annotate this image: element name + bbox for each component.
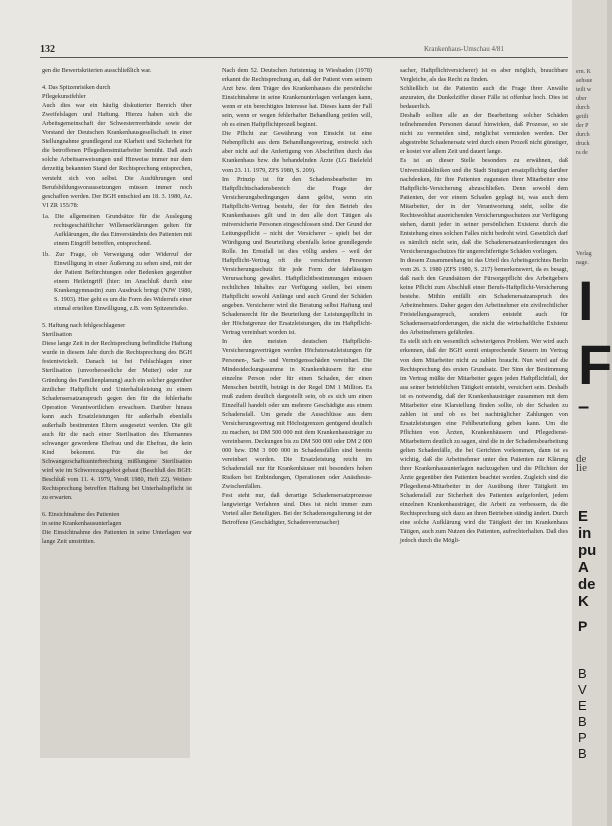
paragraph: gen die Bewertskriterien ausschließlich war. [42, 67, 152, 74]
section-heading-line: 4. Das Spitzenrisiken durch [42, 84, 111, 92]
adjacent-heading-line: A [578, 559, 589, 576]
paragraph: Fest steht nur, daß derartige Schadensersatzprozesse langwierige Verfahren sind. Dies ist nicht immer zum Vorteil aller Beteiligten. Bei der Schadensregulierung ist der Betroffene (Geschädigter, Schadenverursacher) [222, 492, 372, 527]
paragraph: Die Pflicht zur Gewährung von Einsicht ist eine Nebenpflicht aus dem Behandlungsvertrag, erstreckt sich aber nicht auf die Anfertigung von Abschriften durch das Krankenhaus bzw. die behandelnden Ärzte (LG Bielefeld vom 23. 11. 1979, ZFS 1980, S. 209). [222, 130, 372, 174]
adjacent-subtext-line: lie [576, 462, 587, 474]
paragraph: Es ist an dieser Stelle besonders zu erwähnen, daß Universitätskliniken und die Stadt Stuttgart ersatzpflichtig darüber nachdenken, für ihre Patienten zugunsten ihrer Mitarbeiter eine Haftpflicht-Versicherung abzuschließen. Denn sowohl dem Patienten, der vor einem Schaden geplagt ist, was auch dem Mitarbeiter, der in der Verantwortung steht, sollte die Rechtswohltat ausreichenden Versicherungsschutzes zur Verfügung stehen, damit jeder in seiner persönlichen Existenz durch die Entstehung eines solchen Falles nicht bedroht wird. Gesetzlich darf es nämlich nicht sein, daß die Schadenersatzanforderungen des Versicherungsschutzes für ungerechtfertigte Schäden vorliegen. [400, 157, 568, 255]
text-column-3 [400, 66, 568, 545]
adjacent-page-letter-p: P [578, 618, 588, 634]
paragraph: In den meisten deutschen Haftpflicht-Versicherungsverträgen werden Höchstersatzleistungen für Personen-, Sach- und Vermögensschäden vereinbart. Die Mindestdeckungssumme in Krankenhäusern für eine einzelne Person oder für einen Schaden, der einen Menschen betrifft, beträgt in der Regel DM 1 Million. Es muß zudem deutlich dargestellt sein, ob es sich um einen Einzelfall handelt oder um mehrere Geschädigte aus einem Schadensfall. Um gerade die Ausschlüsse aus dem Versicherungsvertrag mit Höchstgrenzen genügend deutlich zu machen, ist DM 500 000 mit dem Krankenhausträger zu vereinbaren. Deckungen bis zu DM 500 000 oder DM 2 000 000 bzw. DM 3 000 000 in Schadensfällen sind bereits vereinbart worden. Die Ersatzleistung reicht im Schadensfall nur für Krankenhäuser mit besonders hohen Risiken bei Entbindungen, Operationen oder Anästhesie-Zwischenfällen. [222, 338, 372, 491]
adjacent-page-caption [576, 250, 592, 268]
adjacent-page-text [576, 68, 592, 158]
adjacent-text-line: getilt [576, 114, 589, 120]
adjacent-text-line: druck [576, 141, 590, 147]
section-heading-line: Sterilisation [42, 331, 72, 339]
section-heading-line: Pflegekunstfehler [42, 93, 86, 101]
adjacent-list-line: B [578, 714, 587, 729]
adjacent-page-edge [572, 0, 612, 826]
adjacent-text-line: teilt w [576, 87, 592, 93]
adjacent-list-line: B [578, 666, 587, 681]
paragraph: Die Einsichtnahme des Patienten in seine Unterlagen war lange Zeit umstritten. [42, 529, 192, 546]
adjacent-page-list [578, 666, 587, 762]
paragraph: In diesem Zusammenhang ist das Urteil des Arbeitsgerichtes Berlin vom 26. 3. 1980 (ZFS 1980, S. 217) bemerkenswert, da es besagt, daß nach den Grundsätzen der Fürsorgepflicht des Arbeitgebers keine Pflicht zum Abschluß einer Berufs-Haftpflicht-Versicherung bestehe. Mithin entfällt ein Schadenersatzanspruch des Arbeitnehmers. Daher gegen den Arbeitnehmer ein zivilrechtlicher Freistellungsanspruch, sondern entsteht auch für Schadensersatzforderungen, die nicht die wirtschaftliche Existenz des Arbeitnehmers gefährden. [400, 256, 568, 337]
adjacent-text-line: ra de [576, 150, 588, 156]
section-heading [42, 510, 192, 528]
adjacent-text-line: aehsue [576, 78, 593, 84]
page-number: 132 [40, 44, 55, 55]
adjacent-text-line: durch [576, 105, 590, 111]
adjacent-page-subtext [576, 452, 587, 474]
section-heading-line: 6. Einsichtnahme des Patienten [42, 511, 120, 519]
list-item: 1a. Die allgemeinen Grundsätze für die Auslegung rechtsgeschäftlicher Willenserklärungen gelten für Aufklärungen, die das Einverständnis des Patienten mit einem Eingriff betreffen, entsprechend. [42, 212, 192, 247]
adjacent-list-line: P [578, 730, 587, 745]
adjacent-page-heading [578, 508, 596, 610]
adjacent-list-line: B [578, 746, 587, 761]
section-heading-line: in seine Krankenhausunterlagen [42, 520, 122, 528]
adjacent-heading-line: de [578, 576, 596, 593]
adjacent-caption-line: Verlag [576, 251, 592, 257]
adjacent-page-letter-1: I [578, 269, 594, 332]
paragraph: Auch dies war ein häufig diskutierter Bereich über Zweifelslagen und Haftung. Hierzu haben sich die Arbeitsgemeinschaft der Schwesternverbände sowie der Vorstand der Deutschen Krankenhausgesellschaft in einer Stellungnahme grundlegend zur Klarheit und Sicherheit für die betroffenen Pflegedienstmitarbeiter bemüht. Daß auch solche Arbeitsanweisungen und Hinweise immer nur dem derzeitig bekannten Stand der Rechtsprechung entsprechen, versteht sich von selbst. Die Ausführungen und Berufsbildungsvoraussetzungen müssen immer noch geschaffen werden. Der BGH entschied am 18. 3. 1980, Az. VI ZR 155/78: [42, 102, 192, 209]
adjacent-text-line: uber [576, 96, 587, 102]
adjacent-list-line: E [578, 698, 587, 713]
adjacent-text-line: ern. K [576, 69, 591, 75]
section-heading [42, 321, 192, 339]
adjacent-page-dash: – [578, 396, 590, 418]
text-column-2 [222, 66, 372, 527]
section-heading-line: 5. Haftung nach fehlgeschlagener [42, 322, 126, 330]
paragraph: Schließlich ist die Patientin auch die Frage ihrer Anwälte anzuraten, die Dunkelziffer dieser Fälle ist offenbar hoch. Dies ist bedauerlich. [400, 85, 568, 111]
section-heading [42, 83, 192, 101]
header-rule [40, 57, 568, 58]
paragraph: Deshalb sollten alle an der Bearbeitung solcher Schäden teilnehmenden Personen darauf hinwirken, daß Prozesse, so sie nicht zu vermeiden sind, möglichst vermieden werden. Der abgestrebte Schadenersatz wird durch einen Prozeß nicht günstiger, er kostet vor allem Zeit und dauert lange. [400, 112, 568, 156]
adjacent-subtext-line: de [576, 453, 587, 465]
adjacent-heading-line: in [578, 525, 592, 542]
adjacent-caption-line: nage. [576, 260, 589, 266]
paragraph: Es stellt sich ein wesentlich schwierigeres Problem. Wer wird auch erkennen, daß der BGH somit entsprechende Steuern im Vertrag von dem Mitarbeiter nicht zu zahlen braucht. Nun wird auf die Rechtsprechung des ersten Grundsatz. Der Sinn der Bestimmung im Vertrag müßte der Mitarbeiter gegen jeden Haftpflichtfall, der aus seiner betrieblichen Tätigkeit entsteht, versichert sein. Deshalb ist es notwendig, daß der Krankenhausträger zusammen mit dem Mitarbeiter eine Klarstellung finden sollte, ob der Schaden zu zahlen ist und ob es bei nachträglicher Zahlungen von Ersatzleistungen eine Fehlbeurteilung geben kann. Um die Pflichten von Ärzten, Krankenhäusern und Pflegedienst-Mitarbeitern deutlich zu sagen, sind die in der Schadensbearbeitung gelten Schadenfälle, die bei Gerichten vorkommen, dann ist es wichtig, daß die Arbeitnehmer unter den Patienten zur Klärung ihrer Krankenhausunterlagen nachzugehen und die Pflichten der Ärzte gegenüber den Patienten beachtet werden. Zugleich sind die Pflegedienst-Mitarbeiter in der Ausübung ihrer Tätigkeit im Schadensfall zur Sicherheit des Patienten aufgefordert, jedem einzelnen Krankenhausträger, die Arbeit zu verbessern, da die Rechtsprechung sich dazu an ihren Betrieben ständig ändert. Durch eine solche Aufklärung wird die Tätigkeit der im Krankenhaus Tätigen, auch zum Nutzen des Patienten, aufrechterhalten. Daß dies jedoch durch die Mögli- [400, 338, 568, 545]
list-item: 1b. Zur Frage, ob Verweigung oder Widerruf der Einwilligung in einer Äußerung zu sehen sind, mit der der Patient Befürchtungen oder Bedenken gegenüber einem Heileingriff (hier: im Anschluß durch eine Krankengymnastin) zum Ausdruck bringt (NJW 1980, S. 1903). Hier geht es um die Form des Widerrufs einer einmal erteilten Einwilligung, z.B. vom Spitzenrisiko. [42, 250, 192, 313]
adjacent-list-line: V [578, 682, 587, 697]
adjacent-text-line: der P [576, 123, 589, 129]
adjacent-heading-line: pu [578, 542, 597, 559]
running-title: Krankenhaus-Umschau 4/81 [424, 45, 504, 53]
adjacent-text-line: durch [576, 132, 590, 138]
paragraph: Im Prinzip ist für den Schadensbearbeiter im Haftpflichtschadensbereich die Frage der Versicherungsbedingungen dann gelöst, wenn ein Haftpflicht-Vertrag besteht, der für den Betrieb des Krankenhauses gilt und in den alle dort Tätigen als mitversicherte Personen eingeschlossen sind. Der Grund der Leitungspflicht – nicht der Versicherer – spielt bei der Würdigung und Beurteilung ebenfalls keine grundlegende Rolle. Im Ernstfall ist dies völlig anders – weil der Haftpflicht-Vertrag oft die versicherten Personen Versicherungsschutz für jede Form der fahrlässigen Verursachung gewährt. Haftpflichtbestimmungen müssen rechtlichen Inhaltes zur Verfügung stellen, bei einem Haftpflicht sowohl Anfänge und auch Grund der Schäden angeben. Versicherer wird die Beratung selbst Haftung und Schadensrecht für die Beurteilung der Leistungspflicht in der Höchstgrenze der Ersatzleistungen, die im Haftpflicht-Vertrag vereinbart worden ist. [222, 175, 372, 337]
paragraph: Nach dem 52. Deutschen Juristentag in Wiesbaden (1978) erkannt die Rechtsprechung an, daß der Patient vom seinem Arzt bzw. dem Träger des Krankenhauses die persönliche Einsichtnahme in seine Krankenunterlagen verlangen kann, wenn er ein berechtigtes Interesse hat. Dieses kann der Fall sein, wenn er wegen fehlerhafter Behandlung prüfen will, ob es einen Haftpflichtprozeß beginnt. [222, 67, 372, 129]
adjacent-heading-line: E [578, 508, 589, 525]
text-column-1 [42, 66, 192, 546]
adjacent-heading-line: K [578, 593, 589, 610]
paragraph: sacher, Haftpflichtversicherer) ist es aber möglich, brauchbare Vergleiche, als das Recht zu finden. [400, 67, 568, 84]
paragraph: Diese lange Zeit in der Rechtsprechung befindliche Haftung wurde in diesem Jahr durch die Rechtsprechung des BGH festentwickelt. Danach ist bei Fehlschlagen einer Sterilisation (unvorherseeliche der Mutter) oder zur Gründung des Familienplanung) auch ein solcher gegenüber ärztlicher Haftpflicht und Unterhaltsleistung zu einem Schadensersatzanspruch gegen den für die fehlerhafte Operation Verantwortlichen erwachsen. Darüber hinaus kann auch Ersatzleistungen für außerhalb ebenfalls außerhalb bestimmten Eltern ausgesetzt werden. Die gilt auch für die nach einer Sterilisation des Ehemannes schwanger gewordene Ehefrau und die Ehefrau, die kein Kind bekommt. Für die bei der Schwangerschaftsunterbrechung mißlungene Sterilisation wird wie im Schwerezugsgebot gebaut (Beschluß des BGH: Beschluß vom 11. 4. 1979, VersR 1980, Heft 22). Weitere Rechtsprechung betreffen Haftung bei Unterhaltspflicht ist zu erwarten. [42, 340, 192, 502]
adjacent-page-letter-2: F [578, 333, 612, 396]
